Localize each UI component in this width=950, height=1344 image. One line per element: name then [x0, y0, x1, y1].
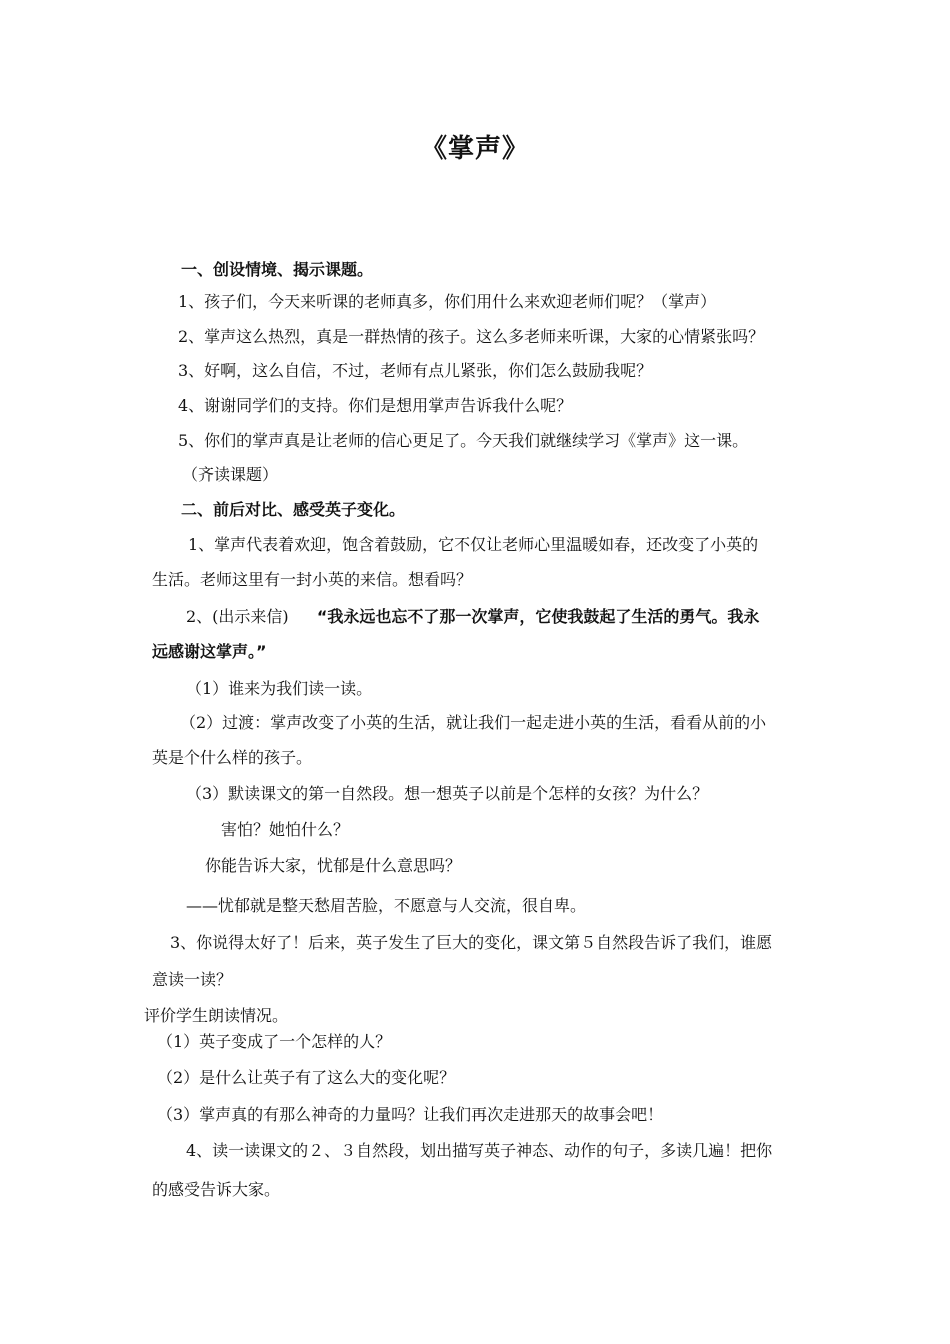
paragraph: （1）谁来为我们读一读。 [186, 679, 373, 698]
paragraph: ——忧郁就是整天愁眉苦脸，不愿意与人交流，很自卑。 [186, 896, 587, 915]
paragraph [186, 607, 759, 627]
paragraph: （2）过渡：掌声改变了小英的生活，就让我们一起走进小英的生活，看看从前的小 [180, 713, 767, 732]
paragraph: 生活。老师这里有一封小英的来信。想看吗？ [152, 570, 473, 589]
paragraph: （1）英子变成了一个怎样的人？ [157, 1032, 392, 1051]
paragraph: 英是个什么样的孩子。 [152, 748, 313, 767]
paragraph: （2）是什么让英子有了这么大的变化呢？ [157, 1068, 456, 1087]
paragraph: 评价学生朗读情况。 [144, 1006, 289, 1025]
paragraph: 你能告诉大家，忧郁是什么意思吗？ [205, 856, 462, 875]
paragraph: 1、掌声代表着欢迎，饱含着鼓励，它不仅让老师心里温暖如春，还改变了小英的 [188, 535, 759, 554]
paragraph: 的感受告诉大家。 [152, 1180, 281, 1199]
letter-quote: “我永远也忘不了那一次掌声，它使我鼓起了生活的勇气。我永 [316, 607, 760, 626]
letter-quote-continued: 远感谢这掌声。” [152, 642, 267, 661]
paragraph: 2、掌声这么热烈，真是一群热情的孩子。这么多老师来听课，大家的心情紧张吗？ [178, 327, 765, 346]
paragraph: 1、孩子们，今天来听课的老师真多，你们用什么来欢迎老师们呢？（掌声） [178, 292, 717, 311]
letter-label: 2、(出示来信) [186, 607, 289, 626]
paragraph: 害怕？她怕什么？ [221, 820, 350, 839]
paragraph: 4、读一读课文的２、３自然段，划出描写英子神态、动作的句子，多读几遍！把你 [186, 1141, 773, 1160]
section-heading-2: 二、前后对比、感受英子变化。 [181, 500, 406, 519]
paragraph: 4、谢谢同学们的支持。你们是想用掌声告诉我什么呢？ [178, 396, 573, 415]
paragraph: （3）掌声真的有那么神奇的力量吗？让我们再次走进那天的故事会吧！ [157, 1105, 664, 1124]
paragraph: 5、你们的掌声真是让老师的信心更足了。今天我们就继续学习《掌声》这一课。 [178, 431, 749, 450]
section-heading-1: 一、创设情境、揭示课题。 [181, 260, 374, 279]
paragraph: 意读一读？ [152, 970, 233, 989]
paragraph: （齐读课题） [182, 465, 279, 484]
paragraph: （3）默读课文的第一自然段。想一想英子以前是个怎样的女孩？为什么？ [186, 784, 709, 803]
paragraph: 3、好啊，这么自信，不过，老师有点儿紧张，你们怎么鼓励我呢？ [178, 361, 653, 380]
paragraph: 3、你说得太好了！后来，英子发生了巨大的变化，课文第５自然段告诉了我们，谁愿 [170, 933, 773, 952]
document-title: 《掌声》 [420, 134, 529, 164]
